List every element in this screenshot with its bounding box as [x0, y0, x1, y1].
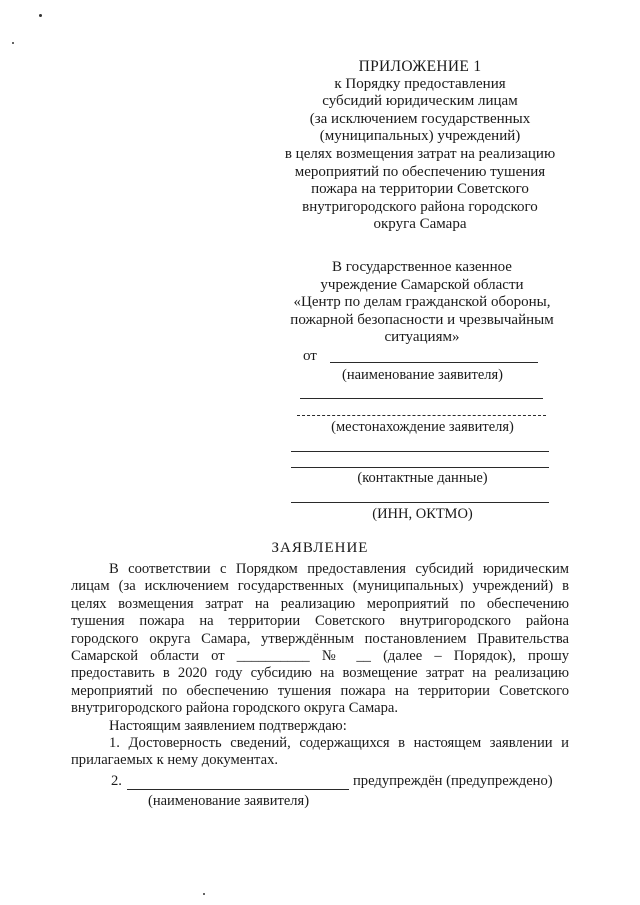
from-label: от: [303, 348, 317, 364]
item-2-number: 2.: [111, 773, 122, 789]
appendix-line: пожара на территории Советского: [311, 181, 529, 198]
statement-title: ЗАЯВЛЕНИЕ: [271, 540, 369, 556]
addressee-line: пожарной безопасности и чрезвычайным: [290, 311, 554, 328]
addressee-line: учреждение Самарской области: [320, 276, 524, 293]
appendix-line: (муниципальных) учреждений): [319, 128, 521, 145]
appendix-title: ПРИЛОЖЕНИЕ 1: [358, 58, 482, 75]
applicant-location-caption: (местонахождение заявителя): [331, 419, 514, 435]
appendix-line: в целях возмещения затрат на реализацию: [284, 145, 556, 162]
appendix-line: округа Самара: [373, 216, 467, 233]
contacts-field-2[interactable]: [291, 467, 549, 468]
addressee-line: ситуациям»: [384, 329, 460, 346]
applicant-name-field[interactable]: [330, 362, 538, 363]
item-2-tail: предупреждён (предупреждено): [353, 773, 553, 789]
applicant-location-field-2[interactable]: [297, 415, 546, 416]
appendix-line: (за исключением государственных: [309, 110, 531, 127]
appendix-line: мероприятий по обеспечению тушения: [294, 163, 546, 180]
statement-paragraph-2: Настоящим заявлением подтверждаю:: [109, 717, 347, 734]
appendix-line: субсидий юридическим лицам: [322, 93, 518, 110]
appendix-header: [270, 58, 570, 234]
appendix-line: к Порядку предоставления: [334, 75, 506, 92]
addressee-line: «Центр по делам гражданской обороны,: [293, 294, 551, 311]
applicant-location-field-1[interactable]: [300, 398, 543, 399]
statement-body: [71, 561, 569, 770]
item-2-applicant-field[interactable]: [127, 789, 349, 790]
scan-speck: [203, 893, 205, 895]
statement-paragraph-1: В соответствии с Порядком предоставления субсидий юридическим лицам (за исключением государственных (муниципальных) учреждений) в целях возмещения затрат на реализацию мероприятий по обеспечению тушения пожара на территории Советского внутригородского района городского округа Самара, утверждённым постановлением Правительства Самарской области от __________ № __ (далее – Порядок), прошу предоставить в 2020 году субсидию на возмещение затрат на реализацию мероприятий по обеспечению тушения пожара на территории Советского внутригородского района городского округа Самара.: [71, 561, 569, 717]
addressee-line: В государственное казенное: [332, 259, 512, 275]
applicant-name-caption: (наименование заявителя): [341, 367, 504, 383]
contacts-field-1[interactable]: [291, 451, 549, 452]
appendix-line: внутригородского района городского: [302, 198, 538, 215]
scan-speck: [12, 42, 14, 44]
scan-speck: [39, 14, 42, 17]
inn-caption: (ИНН, ОКТМО): [372, 506, 473, 522]
contacts-caption: (контактные данные): [357, 470, 488, 486]
addressee-block: [272, 259, 572, 347]
inn-field[interactable]: [291, 502, 549, 503]
statement-paragraph-3: 1. Достоверность сведений, содержащихся в настоящем заявлении и прилагаемых к нему документах.: [71, 735, 569, 769]
item-2-caption: (наименование заявителя): [148, 793, 310, 809]
